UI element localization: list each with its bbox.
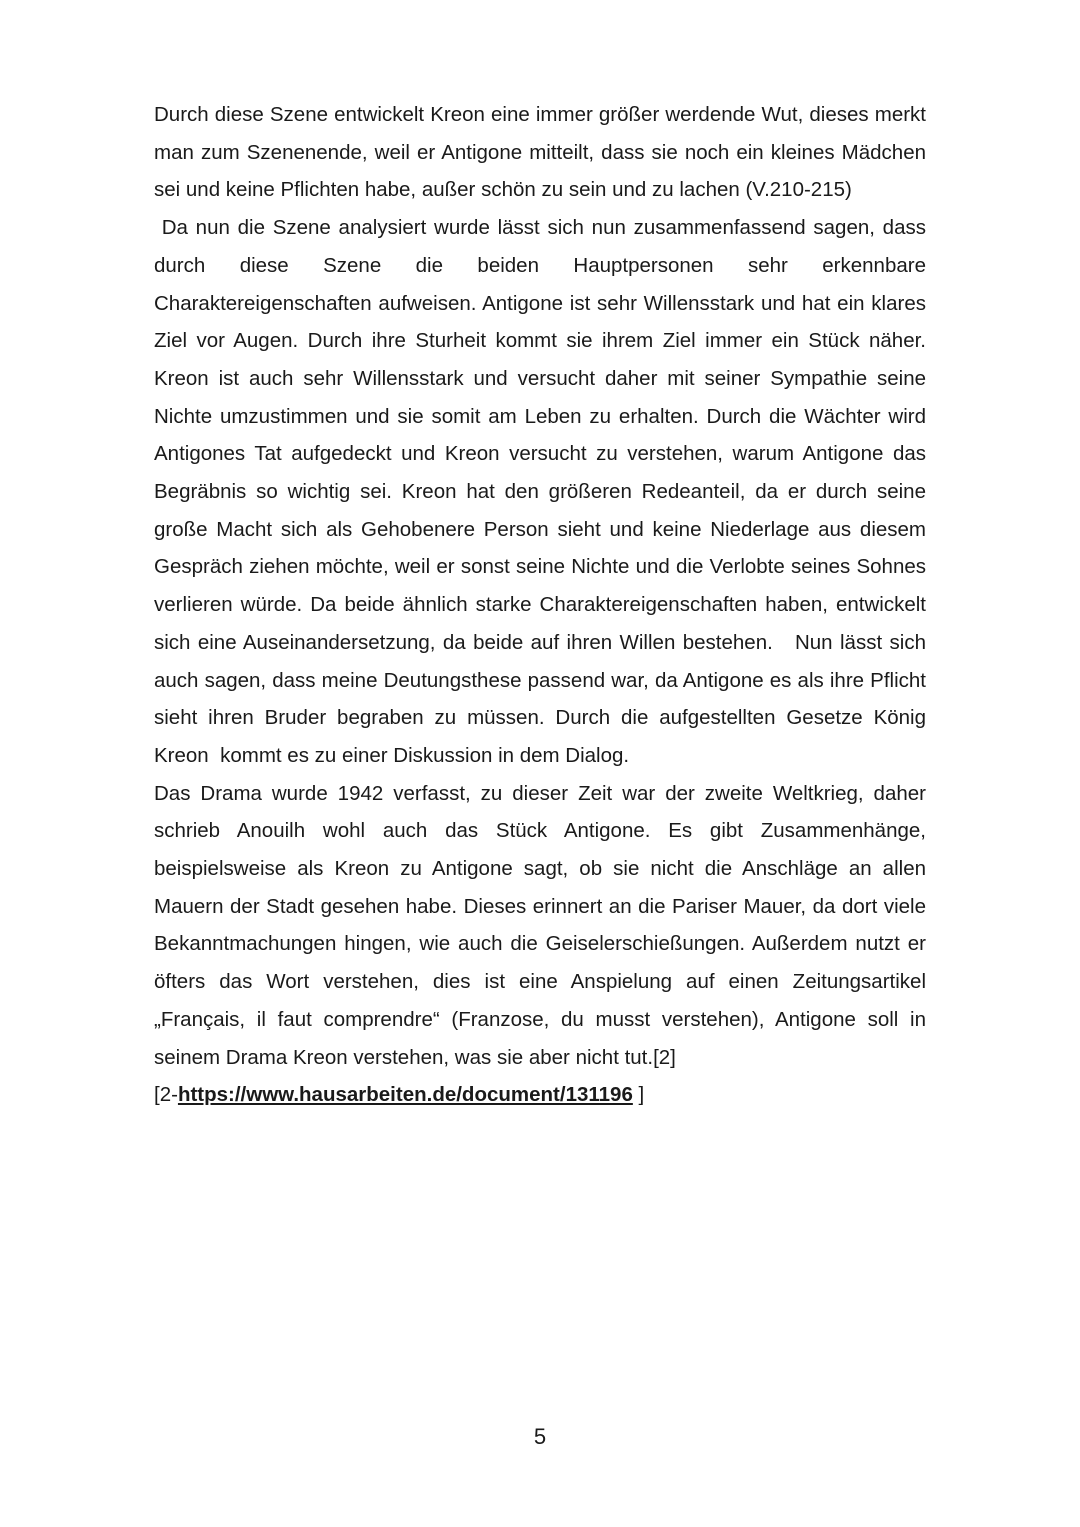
paragraph-historischer-kontext: Das Drama wurde 1942 verfasst, zu dieser Zeit war der zweite Weltkrieg, daher schrieb Anouilh wohl auch das Stück Antigone. Es gibt Zusammenhänge, beispielsweise als Kreon zu Antigone sagt, ob sie nicht die Anschläge an allen Mauern der Stadt gesehen habe. Dieses erinnert an die Pariser Mauer, da dort viele Bekanntmachungen hingen, wie auch die Geiselerschießungen. Außerdem nutzt er öfters das Wort verstehen, dies ist eine Anspielung auf einen Zeitungsartikel „Français, il faut comprendre“ (Franzose, du musst verstehen), Antigone soll in seinem Drama Kreon verstehen, was sie aber nicht tut.[2] <box>154 781 926 1069</box>
paragraph-kreon-wut: Durch diese Szene entwickelt Kreon eine immer größer werdende Wut, dieses merkt man zum Szenenende, weil er Antigone mitteilt, dass sie noch ein kleines Mädchen sei und keine Pflichten habe, außer schön zu sein und zu lachen (V.210-215) <box>154 103 926 202</box>
reference-citation <box>154 1076 926 1114</box>
document-body <box>154 96 932 1114</box>
reference-suffix: ] <box>632 1083 645 1107</box>
paragraph-zusammenfassung: Da nun die Szene analysiert wurde lässt sich nun zusammenfassend sagen, dass durch diese Szene die beiden Hauptpersonen sehr erkennbare Charaktereigenschaften aufweisen. Antigone ist sehr Willensstark und hat ein klares Ziel vor Augen. Durch ihre Sturheit kommt sie ihrem Ziel immer ein Stück näher. Kreon ist auch sehr Willensstark und versucht daher mit seiner Sympathie seine Nichte umzustimmen und sie somit am Leben zu erhalten. Durch die Wächter wird Antigones Tat aufgedeckt und Kreon versucht zu verstehen, warum Antigone das Begräbnis so wichtig sei. Kreon hat den größeren Redeanteil, da er durch seine große Macht sich als Gehobenere Person sieht und keine Niederlage aus diesem Gespräch ziehen möchte, weil er sonst seine Nichte und die Verlobte seines Sohnes verlieren würde. Da beide ähnlich starke Charaktereigenschaften haben, entwickelt sich eine Auseinandersetzung, da beide auf ihren Willen bestehen. Nun lässt sich auch sagen, dass meine Deutungsthese passend war, da Antigone es als ihre Pflicht sieht ihren Bruder begraben zu müssen. Durch die aufgestellten Gesetze König Kreon kommt es zu einer Diskussion in dem Dialog. <box>154 216 932 767</box>
page-number: 5 <box>533 1424 547 1449</box>
reference-prefix: [2- <box>154 1083 178 1107</box>
reference-link[interactable]: https://www.hausarbeiten.de/document/131196 <box>177 1083 633 1107</box>
